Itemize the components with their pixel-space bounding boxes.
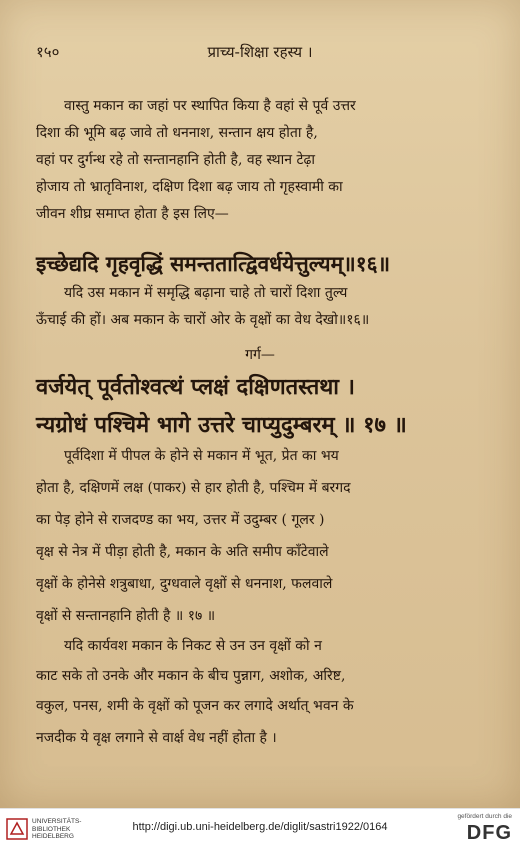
verse-line: न्यग्रोधं पश्चिमे भागे उत्तरे चाप्युदुम्बरम् ॥ १७ ॥ — [36, 412, 407, 438]
body-line: का पेड़ होने से राजदण्ड का भय, उत्तर में उदुम्बर ( गूलर ) — [36, 512, 325, 528]
source-url-link[interactable]: http://digi.ub.uni-heidelberg.de/diglit/sastri1922/0164 — [132, 821, 388, 833]
body-line: पूर्वदिशा में पीपल के होने से मकान में भूत, प्रेत का भय — [64, 448, 339, 464]
body-line: काट सके तो उनके और मकान के बीच पुन्नाग, अशोक, अरिष्ट, — [36, 668, 346, 684]
funded-by-text: gefördert durch die — [457, 813, 512, 820]
dfg-logo: DFG — [466, 822, 512, 844]
verse-line: इच्छेद्यदि गृहवृद्धिं समन्ततात्द्विवर्धयेत्तुल्यम्॥१६॥ — [36, 251, 391, 276]
body-line: यदि कार्यवश मकान के निकट से उन उन वृक्षों को न — [64, 638, 322, 654]
running-header — [36, 42, 484, 66]
body-line: वहां पर दुर्गन्ध रहे तो सन्तानहानि होती है, वह स्थान टेढ़ा — [36, 152, 316, 168]
body-line: यदि उस मकान में समृद्धि बढ़ाना चाहे तो चारों दिशा तुल्य — [64, 285, 348, 301]
body-line: होजाय तो भ्रातृविनाश, दक्षिण दिशा बढ़ जाय तो गृहस्वामी का — [36, 179, 343, 195]
body-line: जीवन शीघ्र समाप्त होता है इस लिए— — [36, 206, 229, 222]
body-line: वृक्षों के होनेसे शत्रुबाधा, दुग्धवाले वृक्षों से धननाश, फलवाले — [36, 576, 333, 592]
page-number: १५० — [36, 43, 60, 61]
body-line: नजदीक ये वृक्ष लगाने से वार्क्ष वेध नहीं होता है । — [36, 730, 277, 746]
body-line: वकुल, पनस, शमी के वृक्षों को पूजन कर लगादे अर्थात् भवन के — [36, 698, 354, 714]
body-line: दिशा की भूमि बढ़ जावे तो धननाश, सन्तान क्षय होता है, — [36, 125, 318, 141]
running-title: प्राच्य-शिक्षा रहस्य । — [207, 43, 313, 61]
section-heading: गर्ग— — [245, 347, 275, 363]
verse-line: वर्जयेत् पूर्वतोश्वत्थं प्लक्षं दक्षिणतस्तथा । — [36, 374, 355, 400]
body-line: होता है, दक्षिणमें लक्ष (पाकर) से हार होती है, पश्चिम में बरगद — [36, 480, 351, 496]
digitization-footer — [0, 808, 520, 848]
body-line: वृक्षों से सन्तानहानि होती है ॥ १७ ॥ — [36, 608, 216, 624]
library-name: UNIVERSITÄTS-BIBLIOTHEK HEIDELBERG — [32, 818, 82, 840]
body-line: ऊँचाई की हों। अब मकान के चारों ओर के वृक्षों का वेध देखो॥१६॥ — [36, 312, 370, 328]
body-line: वास्तु मकान का जहां पर स्थापित किया है वहां से पूर्व उत्तर — [64, 98, 356, 114]
body-line: वृक्ष से नेत्र में पीड़ा होती है, मकान के अति समीप काँटेवाले — [36, 544, 329, 560]
